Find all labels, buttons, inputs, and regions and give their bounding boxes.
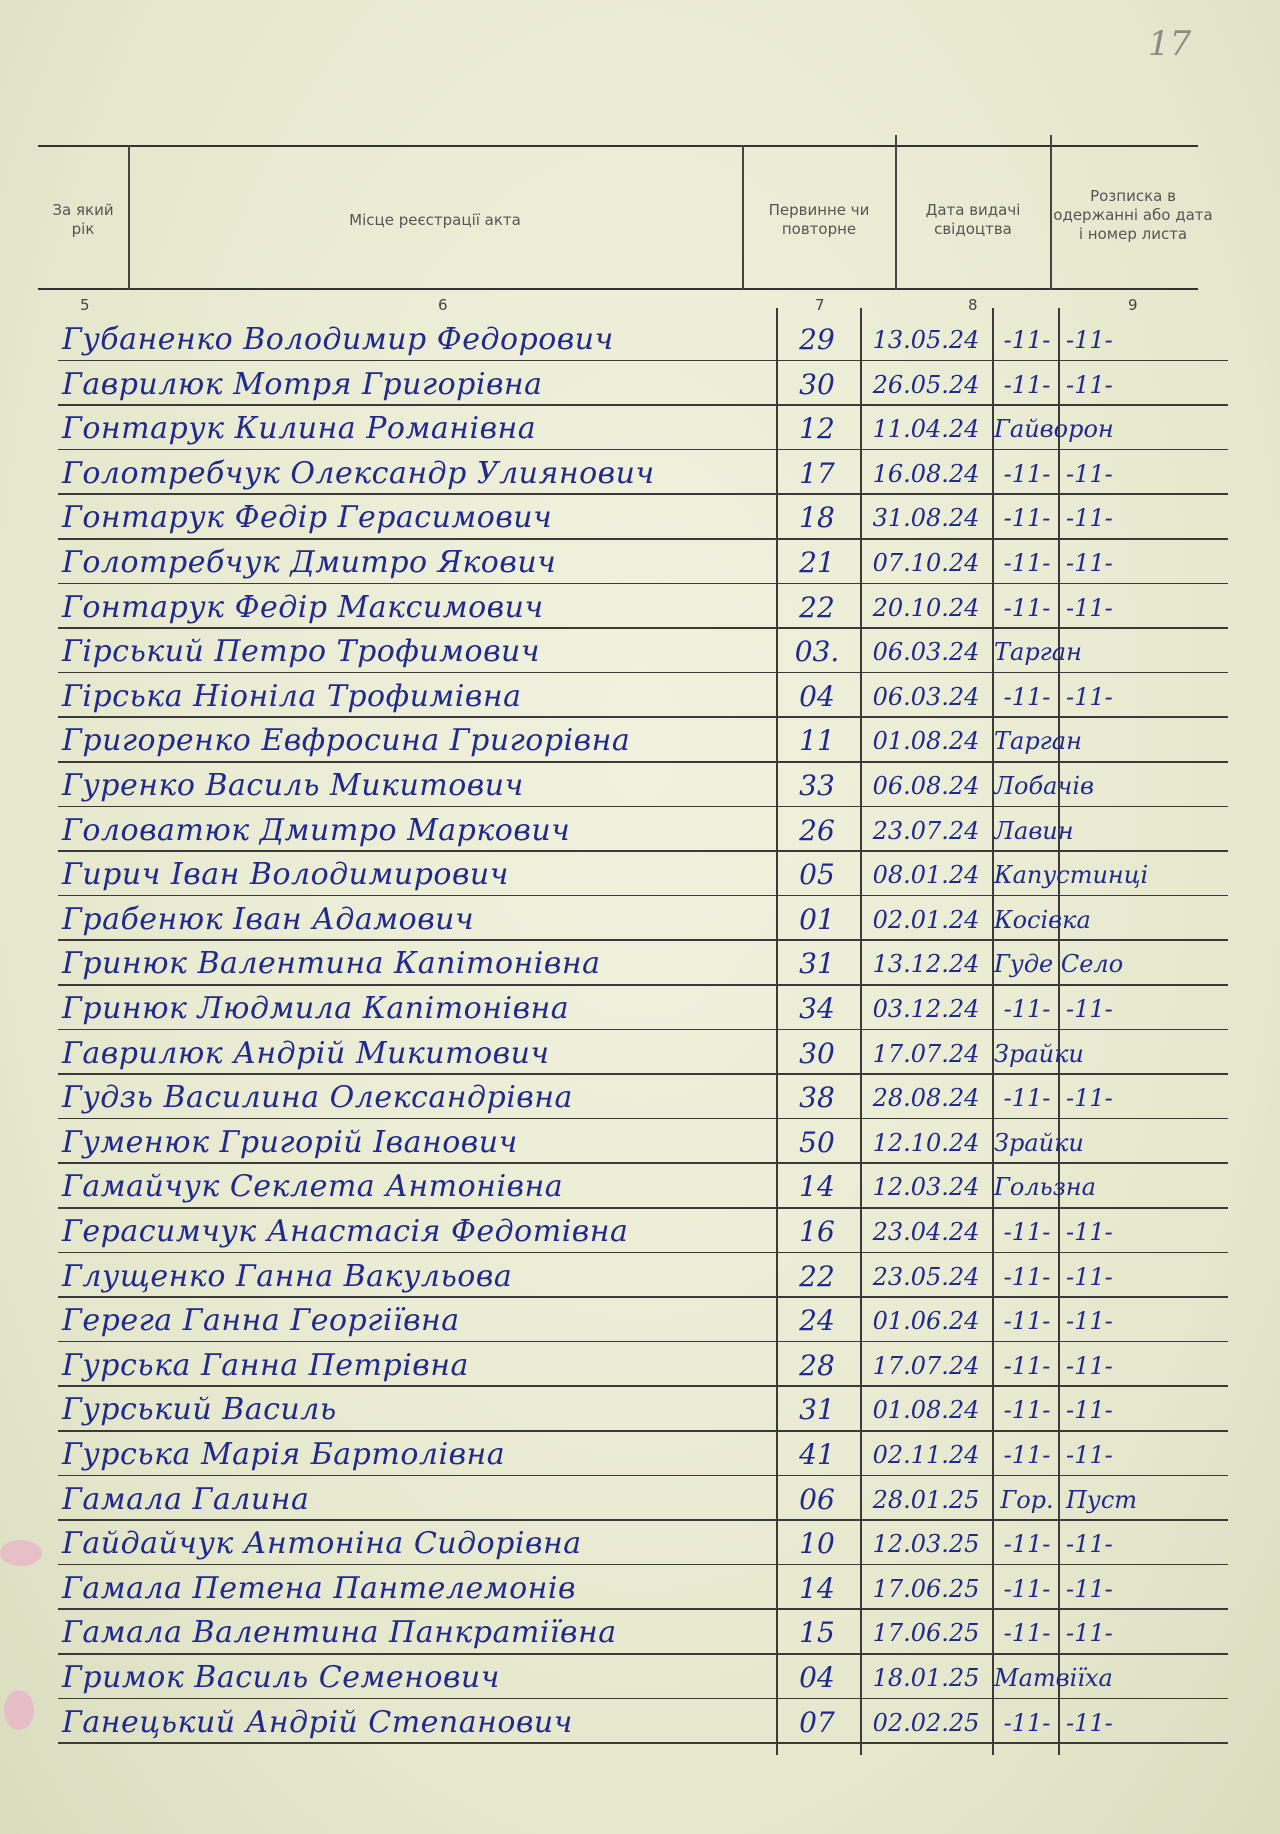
entry-record-number: 11: [799, 724, 835, 758]
entry-record-number: 34: [799, 992, 835, 1025]
entry-place: Матвіїха: [994, 1664, 1113, 1692]
binding-thread: [0, 1540, 42, 1566]
entry-name: Гуренко Василь Микитович: [62, 768, 524, 803]
entry-receipt: -11-: [1066, 1708, 1113, 1737]
entry-receipt: [1060, 1165, 1226, 1209]
entry-record-number: 22: [799, 1259, 835, 1293]
entry-record-number: 33: [799, 769, 835, 802]
header-bottom-rule: [38, 288, 1198, 290]
entry-name: Глущенко Ганна Вакульова: [62, 1258, 513, 1294]
entry-receipt: -11-: [1066, 504, 1113, 533]
header-top-rule: [38, 145, 1198, 147]
entry-record-number: 10: [799, 1527, 835, 1561]
entry-name: Гонтарук Федір Максимович: [62, 589, 544, 625]
entry-place: Лобачів: [994, 772, 1095, 800]
entry-receipt: -11-: [1066, 1530, 1113, 1559]
entry-place: Гользна: [994, 1173, 1096, 1202]
entry-issue-date: 06.03.24: [872, 638, 980, 667]
entry-place: -11-: [1003, 549, 1051, 577]
entry-issue-date: 17.07.24: [872, 1039, 980, 1068]
entry-place: Лавин: [994, 816, 1074, 845]
entry-issue-date: 13.05.24: [872, 326, 980, 354]
entry-issue-date: 18.01.25: [872, 1664, 980, 1692]
entry-issue-date: 02.01.24: [872, 905, 980, 934]
entry-issue-date: 01.08.24: [872, 1396, 980, 1425]
entry-place: Гуде Село: [994, 950, 1124, 979]
entry-place: -11-: [1003, 1530, 1051, 1559]
entry-name: Гурський Василь: [62, 1392, 337, 1428]
entry-issue-date: 07.10.24: [872, 549, 980, 577]
entry-place: -11-: [1003, 1307, 1051, 1336]
header-col7: Первинне чи повторне: [768, 201, 870, 238]
entry-place: -11-: [1003, 459, 1051, 488]
entry-receipt: [1060, 764, 1226, 808]
entry-place: Тарган: [994, 727, 1082, 756]
entry-place: -11-: [1003, 1084, 1051, 1113]
entry-name: Гурська Ганна Петрівна: [62, 1347, 469, 1383]
entry-issue-date: 02.02.25: [872, 1708, 980, 1737]
entry-place: -11-: [1003, 1441, 1051, 1469]
entry-receipt: -11-: [1066, 1084, 1113, 1113]
entry-name: Гонтарук Федір Герасимович: [62, 500, 553, 536]
entry-place: Зрайки: [994, 1039, 1084, 1068]
entry-issue-date: 28.01.25: [872, 1485, 980, 1514]
entry-receipt: [1060, 719, 1226, 763]
entry-record-number: 30: [799, 1036, 835, 1070]
entry-name: Гірський Петро Трофимович: [62, 634, 541, 670]
entry-record-number: 05: [799, 858, 835, 892]
entry-record-number: 06: [799, 1482, 835, 1516]
header-col6: Місце реєстрації акта: [349, 210, 521, 229]
entry-place: -11-: [1003, 593, 1051, 622]
entry-receipt: -11-: [1066, 1619, 1113, 1648]
entry-receipt: -11-: [1066, 1262, 1113, 1291]
entry-receipt: -11-: [1066, 593, 1113, 622]
entry-name: Гринюк Валентина Капітонівна: [62, 946, 601, 982]
entry-name: Гримок Василь Семенович: [62, 1660, 500, 1695]
entry-name: Гирич Іван Володимирович: [62, 857, 509, 893]
header-col8: Дата видачі свідоцтва: [925, 201, 1021, 238]
entry-receipt: -11-: [1066, 549, 1113, 577]
entry-place: Тарган: [994, 638, 1082, 667]
entry-name: Гринюк Людмила Капітонівна: [62, 991, 570, 1026]
entry-record-number: 18: [799, 501, 835, 535]
entry-issue-date: 20.10.24: [872, 593, 980, 622]
entry-receipt: [1060, 1032, 1226, 1076]
entry-place: -11-: [1003, 1218, 1051, 1246]
entry-place: -11-: [1003, 682, 1051, 711]
entry-record-number: 17: [799, 456, 835, 490]
entry-issue-date: 17.06.25: [872, 1574, 980, 1603]
entry-issue-date: 12.03.25: [872, 1530, 980, 1559]
entry-record-number: 07: [799, 1705, 835, 1739]
entry-record-number: 31: [799, 947, 835, 981]
entry-record-number: 24: [799, 1304, 835, 1338]
entry-name: Гонтарук Килина Романівна: [62, 411, 537, 447]
entry-issue-date: 01.08.24: [872, 727, 980, 756]
entry-receipt: -11-: [1066, 1396, 1113, 1425]
entry-receipt: [1060, 853, 1226, 897]
entry-record-number: 30: [799, 367, 835, 401]
entry-place: -11-: [1003, 1708, 1051, 1737]
entry-receipt: -11-: [1066, 1218, 1113, 1246]
entry-issue-date: 08.01.24: [872, 861, 980, 890]
entry-issue-date: 23.05.24: [872, 1262, 980, 1291]
entry-issue-date: 02.11.24: [872, 1441, 980, 1469]
entry-issue-date: 03.12.24: [872, 995, 980, 1023]
entry-record-number: 38: [799, 1081, 835, 1115]
header-divider: [895, 135, 897, 290]
entry-name: Гірська Ніоніла Трофимівна: [62, 678, 522, 714]
entry-receipt: -11-: [1066, 459, 1113, 488]
entry-record-number: 04: [799, 679, 835, 713]
entry-issue-date: 16.08.24: [872, 459, 980, 488]
entry-record-number: 22: [799, 590, 835, 624]
entry-name: Григоренко Евфросина Григорівна: [62, 723, 631, 759]
entry-place: -11-: [1003, 504, 1051, 533]
entry-issue-date: 11.04.24: [872, 415, 980, 444]
column-number: 7: [815, 296, 825, 314]
entry-issue-date: 26.05.24: [872, 370, 980, 399]
entry-issue-date: 13.12.24: [872, 950, 980, 979]
entry-place: -11-: [1003, 1262, 1051, 1291]
column-number: 5: [80, 296, 90, 314]
binding-thread: [4, 1690, 34, 1730]
entry-record-number: 04: [799, 1661, 835, 1694]
header-divider: [742, 145, 744, 290]
column-number: 9: [1128, 296, 1138, 314]
entry-receipt: -11-: [1066, 1441, 1113, 1469]
header-divider: [1050, 135, 1052, 290]
entry-name: Голотребчук Олександр Улиянович: [62, 455, 655, 491]
entry-issue-date: 06.03.24: [872, 682, 980, 711]
entry-place: Зрайки: [994, 1128, 1084, 1157]
entry-place: -11-: [1003, 1396, 1051, 1425]
header-col9: Розписка в одержанні або дата і номер листа: [1053, 186, 1213, 243]
header-col5: За який рік: [52, 201, 114, 238]
entry-issue-date: 12.03.24: [872, 1173, 980, 1202]
entry-record-number: 03.: [794, 635, 840, 669]
entry-record-number: 41: [799, 1438, 835, 1471]
entry-issue-date: 17.06.25: [872, 1619, 980, 1648]
entry-receipt: -11-: [1066, 682, 1113, 711]
entry-receipt: [1060, 1121, 1226, 1165]
entry-record-number: 16: [799, 1215, 835, 1248]
entry-record-number: 15: [799, 1616, 835, 1650]
entry-name: Губаненко Володимир Федорович: [62, 322, 614, 357]
entry-receipt: Пуст: [1066, 1485, 1138, 1514]
entry-place: -11-: [1003, 370, 1051, 399]
entry-record-number: 26: [799, 813, 835, 847]
entry-name: Гамала Петена Пантелемонів: [62, 1570, 576, 1606]
entry-name: Гурська Марія Бартолівна: [62, 1437, 506, 1472]
entry-record-number: 50: [799, 1125, 835, 1159]
entry-place: Гайворон: [994, 415, 1114, 444]
entry-issue-date: 23.07.24: [872, 816, 980, 845]
entry-issue-date: 23.04.24: [872, 1218, 980, 1246]
column-number: 8: [968, 296, 978, 314]
entry-receipt: [1060, 942, 1226, 986]
entry-record-number: 14: [799, 1571, 835, 1605]
entry-receipt: -11-: [1066, 1574, 1113, 1603]
entry-name: Голотребчук Дмитро Якович: [62, 545, 557, 580]
entry-place: -11-: [1003, 995, 1051, 1023]
page-number: 17: [1148, 24, 1192, 64]
entry-issue-date: 31.08.24: [872, 504, 980, 533]
entry-place: -11-: [1003, 1574, 1051, 1603]
entry-issue-date: 06.08.24: [872, 772, 980, 800]
entry-name: Гамала Валентина Панкратіївна: [62, 1615, 617, 1651]
entry-receipt: [1060, 809, 1226, 853]
entry-name: Гаврилюк Мотря Григорівна: [62, 366, 543, 402]
entry-issue-date: 01.06.24: [872, 1307, 980, 1336]
entry-receipt: -11-: [1066, 370, 1113, 399]
entry-place: -11-: [1003, 326, 1051, 354]
entry-record-number: 14: [799, 1170, 835, 1204]
entry-record-number: 01: [799, 902, 835, 936]
entry-receipt: [1060, 1656, 1226, 1700]
entry-issue-date: 17.07.24: [872, 1351, 980, 1380]
entry-name: Гайдайчук Антоніна Сидорівна: [62, 1526, 582, 1562]
entry-place: -11-: [1003, 1619, 1051, 1648]
entry-name: Герега Ганна Георгіївна: [62, 1303, 460, 1339]
entry-receipt: [1060, 630, 1226, 674]
entry-receipt: -11-: [1066, 326, 1113, 354]
entry-name: Гамайчук Секлета Антонівна: [62, 1169, 564, 1205]
entry-record-number: 31: [799, 1393, 835, 1427]
column-number: 6: [438, 296, 448, 314]
entry-name: Гамала Галина: [62, 1481, 310, 1517]
entry-issue-date: 12.10.24: [872, 1128, 980, 1157]
entry-record-number: 29: [799, 323, 835, 356]
entry-record-number: 21: [799, 546, 835, 579]
entry-issue-date: 28.08.24: [872, 1084, 980, 1113]
entry-place: -11-: [1003, 1351, 1051, 1380]
entry-receipt: -11-: [1066, 1351, 1113, 1380]
entry-name: Ганецький Андрій Степанович: [62, 1704, 573, 1740]
entry-place: Капустинці: [994, 861, 1149, 890]
entry-record-number: 12: [799, 412, 835, 446]
entry-place: Гор.: [1000, 1485, 1054, 1514]
entry-name: Гудзь Василина Олександрівна: [62, 1080, 573, 1116]
entry-place: Косівка: [994, 905, 1091, 934]
entry-receipt: [1060, 407, 1226, 451]
entry-receipt: -11-: [1066, 1307, 1113, 1336]
entry-name: Герасимчук Анастасія Федотівна: [62, 1214, 629, 1249]
entry-receipt: [1060, 898, 1226, 942]
entry-name: Головатюк Дмитро Маркович: [62, 812, 571, 848]
entry-record-number: 28: [799, 1348, 835, 1382]
entry-name: Гаврилюк Андрій Микитович: [62, 1035, 550, 1071]
entry-name: Грабенюк Іван Адамович: [62, 901, 475, 937]
entry-receipt: -11-: [1066, 995, 1113, 1023]
entry-name: Гуменюк Григорій Іванович: [62, 1124, 518, 1160]
